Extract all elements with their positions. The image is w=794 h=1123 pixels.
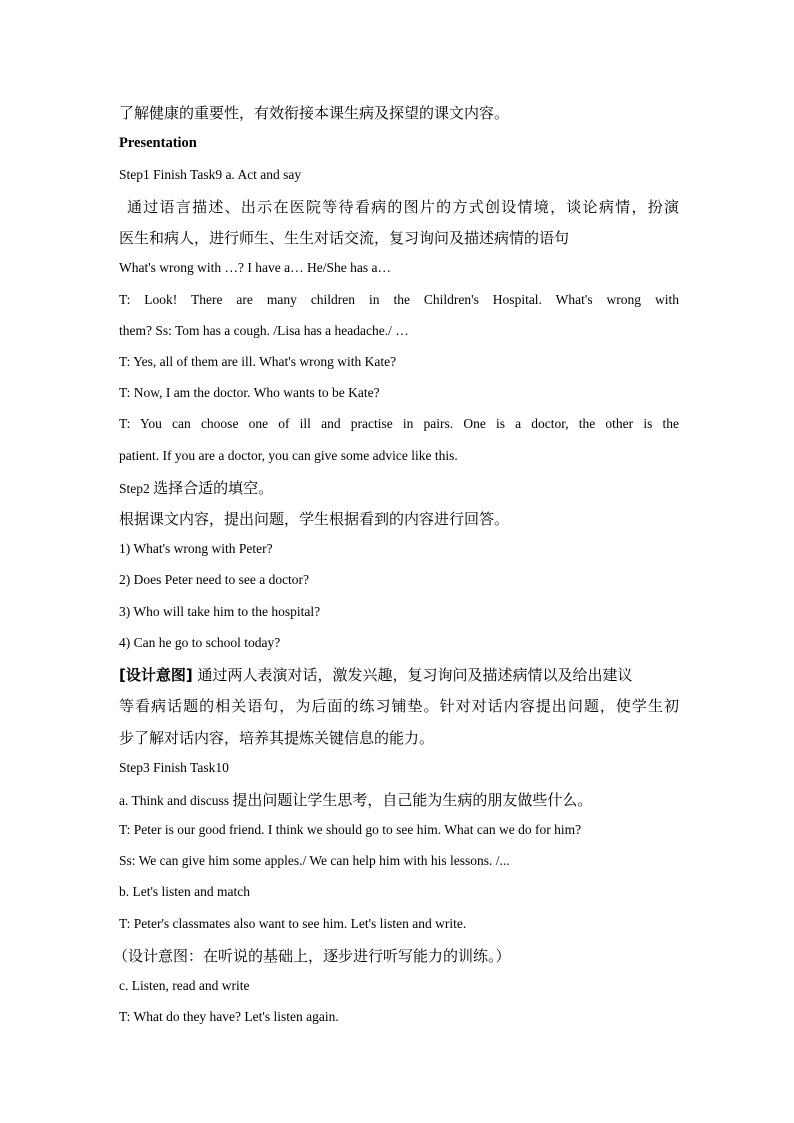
think-and-discuss-label: a. Think and discuss [119, 793, 229, 808]
dialogue-line-3: T: Yes, all of them are ill. What's wrong with Kate? [119, 354, 397, 369]
step3-heading: Step3 Finish Task10 [119, 760, 229, 775]
design-intent-text: 通过两人表演对话，激发兴趣，复习询问及描述病情以及给出建议 [197, 666, 633, 684]
design-intent-line2: 等看病话题的相关语句，为后面的练习铺垫。针对对话内容提出问题，使学生初 [119, 697, 679, 715]
step2-title: 选择合适的填空。 [153, 479, 274, 497]
dialogue-peter-2: Ss: We can give him some apples./ We can help him with his lessons. /... [119, 853, 510, 868]
step1-description-line1: 通过语言描述、出示在医院等待看病的图片的方式创设情境，谈论病情，扮演 [127, 198, 679, 216]
listen-and-match-heading: b. Let's listen and match [119, 884, 251, 899]
dialogue-line-5: T: You can choose one of ill and practise in pairs. One is a doctor, the other is the [119, 416, 679, 431]
listen-again-prompt: T: What do they have? Let's listen again. [119, 1009, 339, 1024]
design-intent-note: （设计意图：在听说的基础上，逐步进行听写能力的训练。） [113, 947, 511, 965]
step2-label: Step2 [119, 481, 150, 496]
question-4: 4) Can he go to school today? [119, 635, 281, 650]
question-3: 3) Who will take him to the hospital? [119, 604, 321, 619]
step2-heading [119, 477, 679, 498]
question-2: 2) Does Peter need to see a doctor? [119, 572, 310, 587]
step2-description: 根据课文内容，提出问题，学生根据看到的内容进行回答。 [119, 510, 510, 528]
step1-description-line2: 医生和病人，进行师生、生生对话交流，复习询问及描述病情的语句 [119, 229, 570, 247]
listen-read-write-heading: c. Listen, read and write [119, 978, 250, 993]
target-sentences: What's wrong with …? I have a… He/She has a… [119, 260, 391, 275]
think-and-discuss-text: 提出问题让学生思考，自己能为生病的朋友做些什么。 [232, 791, 593, 809]
design-intent-line3: 步了解对话内容，培养其提炼关键信息的能力。 [119, 729, 435, 747]
dialogue-line-1: T: Look! There are many children in the Children's Hospital. What's wrong with [119, 292, 679, 307]
paragraph-intro-end: 了解健康的重要性，有效衔接本课生病及探望的课文内容。 [119, 104, 510, 122]
design-intent-line1 [119, 664, 679, 685]
listen-and-write-prompt: T: Peter's classmates also want to see him. Let's listen and write. [119, 916, 467, 931]
dialogue-peter-1: T: Peter is our good friend. I think we should go to see him. What can we do for him? [119, 822, 582, 837]
dialogue-line-4: T: Now, I am the doctor. Who wants to be Kate? [119, 385, 380, 400]
section-heading-presentation: Presentation [119, 135, 197, 151]
dialogue-line-6: patient. If you are a doctor, you can give some advice like this. [119, 448, 458, 463]
think-and-discuss [119, 789, 679, 810]
step1-heading: Step1 Finish Task9 a. Act and say [119, 167, 302, 182]
design-intent-label: [设计意图] [119, 666, 193, 684]
question-1: 1) What's wrong with Peter? [119, 541, 273, 556]
dialogue-line-2: them? Ss: Tom has a cough. /Lisa has a headache./ … [119, 323, 409, 338]
